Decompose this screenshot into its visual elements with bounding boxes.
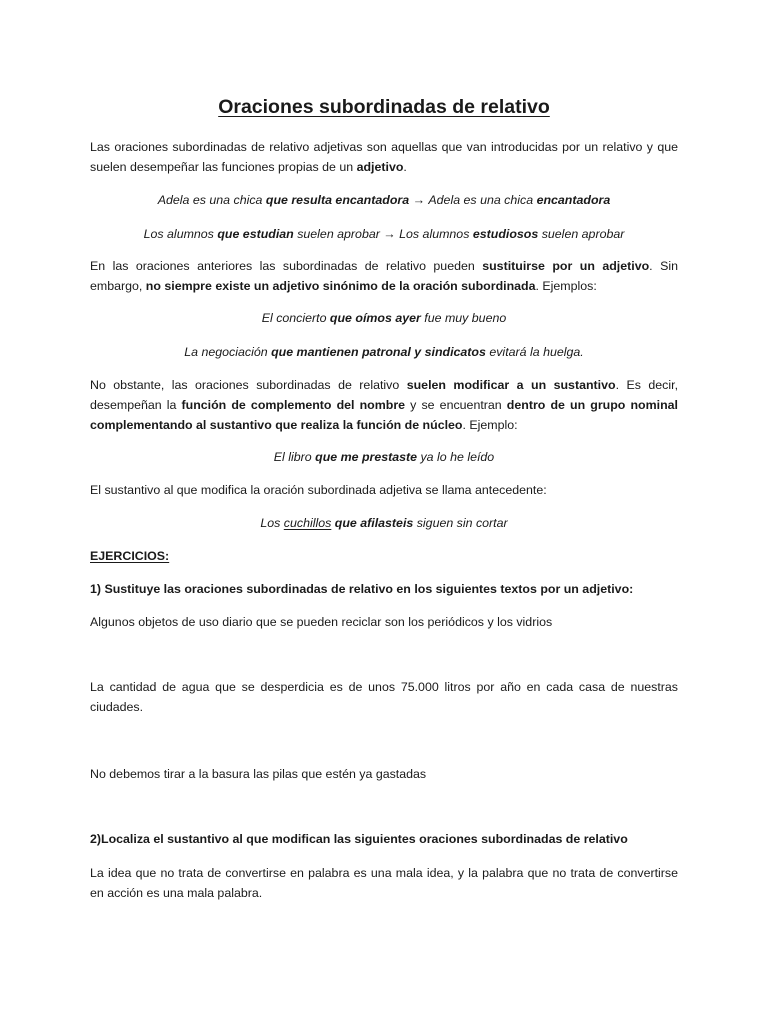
exercise-1-item: La cantidad de agua que se desperdicia es de unos 75.000 litros por año en cada casa de nuestras ciudades. bbox=[90, 680, 678, 714]
paragraph-3 bbox=[90, 375, 678, 435]
example-2 bbox=[90, 224, 678, 244]
para-2-b: sustituirse por un adjetivo bbox=[482, 259, 650, 273]
para-3-a: No obstante, las oraciones subordinadas de relativo bbox=[90, 378, 407, 392]
arrow-icon: → bbox=[379, 227, 400, 241]
example-3-b: que oímos ayer bbox=[329, 311, 421, 325]
intro-end: . bbox=[403, 160, 407, 174]
example-6-d: que afilasteis bbox=[334, 516, 414, 530]
example-2-a: Los alumnos bbox=[143, 227, 218, 241]
para-3-b: suelen modificar a un sustantivo bbox=[406, 378, 616, 392]
example-1-a: Adela es una chica bbox=[157, 193, 266, 207]
example-1-c: Adela es una chica bbox=[428, 193, 537, 207]
intro-bold: adjetivo bbox=[356, 160, 404, 174]
exercise-2-item: La idea que no trata de convertirse en palabra es una mala idea, y la palabra que no trata de convertirse en acción es una mala palabra. bbox=[90, 866, 678, 900]
example-5 bbox=[90, 447, 678, 467]
example-6 bbox=[90, 513, 678, 533]
example-5-b: que me prestaste bbox=[315, 450, 418, 464]
example-4-c: evitará la huelga. bbox=[485, 345, 584, 359]
para-3-c: . Es decir, desempeñan la bbox=[90, 378, 679, 412]
para-2-a: En las oraciones anteriores las subordinadas de relativo pueden bbox=[90, 259, 483, 273]
example-1 bbox=[90, 190, 678, 210]
example-1-d: encantadora bbox=[536, 193, 611, 207]
para-3-g: . Ejemplo: bbox=[462, 418, 518, 432]
example-4 bbox=[90, 342, 678, 362]
example-5-a: El libro bbox=[273, 450, 316, 464]
example-4-b: que mantienen patronal y sindicatos bbox=[271, 345, 486, 359]
exercise-1-item: Algunos objetos de uso diario que se pueden reciclar son los periódicos y los vidrios bbox=[90, 615, 553, 629]
example-2-b: que estudian bbox=[217, 227, 294, 241]
example-5-c: ya lo he leído bbox=[417, 450, 495, 464]
exercises-heading-text: EJERCICIOS: bbox=[90, 549, 170, 563]
paragraph-2 bbox=[90, 256, 678, 296]
para-2-d: no siempre existe un adjetivo sinónimo de la oración subordinada bbox=[145, 279, 536, 293]
example-3-c: fue muy bueno bbox=[420, 311, 507, 325]
exercise-1-item: No debemos tirar a la basura las pilas que estén ya gastadas bbox=[90, 767, 427, 781]
example-2-f: suelen aprobar bbox=[538, 227, 625, 241]
example-1-b: que resulta encantadora bbox=[265, 193, 410, 207]
exercises-heading bbox=[90, 546, 678, 566]
intro-paragraph bbox=[90, 137, 678, 177]
example-3-a: El concierto bbox=[261, 311, 330, 325]
para-2-e: . Ejemplos: bbox=[535, 279, 597, 293]
example-2-d: Los alumnos bbox=[399, 227, 473, 241]
example-2-c: suelen aprobar bbox=[293, 227, 380, 241]
example-6-a: Los bbox=[260, 516, 284, 530]
exercise-2-heading bbox=[90, 829, 678, 849]
exercise-1-heading-text: 1) Sustituye las oraciones subordinadas de relativo en los siguientes textos por un adjetivo: bbox=[90, 582, 634, 596]
para-3-f: dentro de un grupo nominal complementando al sustantivo que realiza la función de núcleo bbox=[90, 398, 678, 432]
para-2-c: . Sin embargo, bbox=[90, 259, 678, 293]
example-6-e: siguen sin cortar bbox=[413, 516, 508, 530]
example-6-antecedent: cuchillos bbox=[283, 516, 332, 530]
exercise-2-heading-text: 2)Localiza el sustantivo al que modifican las siguientes oraciones subordinadas de relativo bbox=[90, 832, 628, 846]
example-4-a: La negociación bbox=[184, 345, 272, 359]
page-title: Oraciones subordinadas de relativo bbox=[218, 96, 550, 118]
example-2-e: estudiosos bbox=[472, 227, 539, 241]
example-3 bbox=[90, 308, 678, 328]
paragraph-4: El sustantivo al que modifica la oración subordinada adjetiva se llama antecedente: bbox=[90, 483, 547, 497]
intro-text: Las oraciones subordinadas de relativo adjetivas son aquellas que van introducidas por un relativo y que suelen desempeñar las funciones propias de un bbox=[90, 140, 678, 174]
para-3-d: función de complemento del nombre bbox=[181, 398, 406, 412]
para-3-e: y se encuentran bbox=[405, 398, 507, 412]
exercise-1-heading bbox=[90, 579, 678, 599]
arrow-icon: → bbox=[409, 193, 429, 207]
